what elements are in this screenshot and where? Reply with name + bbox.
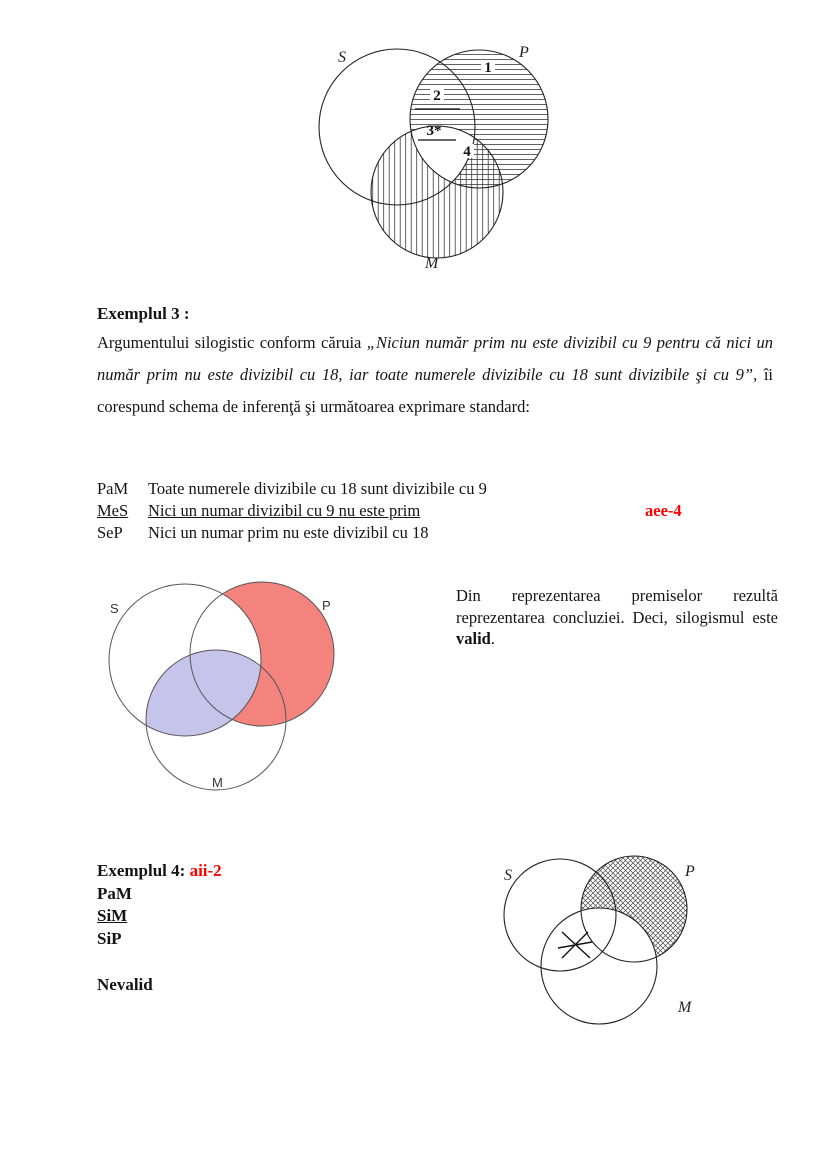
label-p: P	[322, 598, 331, 613]
premise-1-code: PaM	[97, 479, 129, 498]
venn-diagram-middle	[92, 580, 347, 795]
example4-heading-colon: :	[179, 861, 190, 880]
region-3-label: 3*	[426, 123, 442, 139]
venn-diagram-bottom	[488, 848, 713, 1038]
region-4-label: 4	[463, 144, 471, 160]
example4-premise-2: SiM	[97, 906, 128, 925]
premise-1-text: Toate numerele divizibile cu 18 sunt divizibile cu 9	[148, 479, 487, 498]
paragraph-segment-regular-2: îi corespund schema de inferenţă şi următoarea exprimare standard:	[97, 365, 774, 416]
mood-figure-label-2: aii-2	[189, 861, 222, 880]
label-p: P	[685, 863, 695, 880]
example3-paragraph	[97, 327, 773, 423]
premise-2-code: MeS	[97, 501, 129, 520]
example4-block	[97, 860, 222, 997]
example4-heading-line	[97, 860, 222, 883]
validity-verdict: valid	[456, 629, 491, 648]
example3-heading-text: Exemplul 3	[97, 304, 180, 323]
label-m: M	[425, 255, 439, 272]
venn-diagram-top	[315, 42, 563, 274]
region-2-label: 2	[433, 88, 441, 104]
example4-verdict: Nevalid	[97, 975, 153, 994]
conclusion-text: Nici un numar prim nu este divizibil cu 18	[148, 523, 429, 542]
premise-row-2	[97, 500, 787, 522]
mood-figure-label: aee-4	[645, 501, 682, 520]
validity-note-period: .	[490, 629, 495, 648]
label-m: M	[212, 775, 223, 790]
conclusion-row	[97, 522, 787, 544]
region-1-label: 1	[484, 60, 492, 76]
syllogism-schema	[97, 478, 787, 544]
conclusion-code: SeP	[97, 523, 123, 542]
label-p: P	[519, 44, 529, 61]
circle-m-white	[541, 908, 657, 1024]
example4-heading-text: Exemplul 4	[97, 861, 180, 880]
example4-conclusion: SiP	[97, 928, 122, 948]
label-s: S	[110, 601, 119, 616]
example4-premise-1: PaM	[97, 883, 132, 903]
premise-row-1	[97, 478, 787, 500]
paragraph-segment-regular: Argumentului silogistic conform căruia	[97, 333, 367, 352]
validity-note	[456, 585, 778, 650]
label-s: S	[504, 867, 512, 884]
validity-note-text: Din reprezentarea premiselor rezultă reprezentarea concluziei. Deci, silogismul este	[456, 586, 778, 627]
label-m: M	[678, 999, 692, 1016]
example3-heading-colon: :	[179, 304, 190, 323]
label-s: S	[338, 49, 346, 66]
example3-heading	[97, 304, 190, 324]
paragraph-segment-italic-quote: „Niciun număr prim nu este divizibil cu 9 pentru că nici un număr prim nu este divizibil cu 18, iar toate numerele divizibile cu 18 sunt divizibile şi cu 9”,	[97, 333, 773, 384]
premise-2-text: Nici un numar divizibil cu 9 nu este prim	[148, 501, 421, 520]
